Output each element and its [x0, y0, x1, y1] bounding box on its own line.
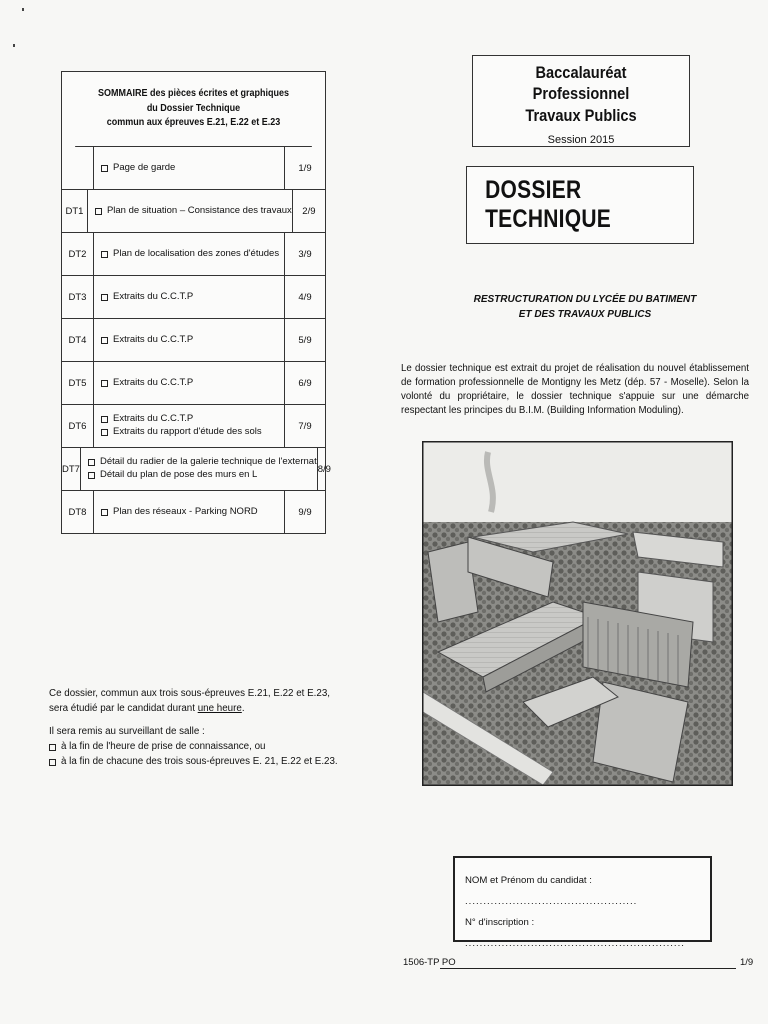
- exam-title-line2: Travaux Publics: [525, 105, 637, 125]
- row-item-text: Extraits du C.C.T.P: [113, 376, 194, 388]
- notes-p1-end: .: [241, 702, 245, 714]
- row-title: [88, 190, 293, 232]
- table-row: [62, 276, 325, 319]
- footer-code: 1506-TP PO: [403, 957, 456, 968]
- row-title: [94, 276, 285, 318]
- notes-paragraph-1: [49, 687, 339, 716]
- table-row: [62, 233, 325, 276]
- candidate-number-dots: ............................................................: [465, 938, 685, 950]
- table-row: [62, 448, 331, 491]
- row-page: 3/9: [298, 248, 312, 260]
- row-page: 4/9: [298, 291, 312, 303]
- summary-heading: [75, 72, 312, 147]
- checkbox-bullet-icon: [101, 509, 108, 516]
- row-title: [94, 405, 285, 447]
- checkbox-bullet-icon: [49, 744, 56, 751]
- row-code: DT2: [62, 233, 94, 275]
- aerial-building-rendering: [422, 441, 733, 786]
- row-page: 9/9: [298, 506, 312, 518]
- exam-header-box: [472, 55, 690, 147]
- row-page: 7/9: [298, 420, 312, 432]
- row-code: DT8: [62, 491, 94, 533]
- row-code: DT3: [62, 276, 94, 318]
- checkbox-bullet-icon: [49, 759, 56, 766]
- candidate-name-field[interactable]: [465, 870, 710, 912]
- summary-table: [61, 71, 331, 534]
- row-code: DT6: [62, 405, 94, 447]
- row-item-text: Page de garde: [113, 161, 176, 173]
- list-item: [101, 334, 284, 347]
- list-item: [88, 456, 317, 469]
- candidate-number-label: N° d'inscription :: [465, 917, 535, 929]
- table-row: [62, 319, 325, 362]
- checkbox-bullet-icon: [101, 165, 108, 172]
- candidate-name-dots: ...............................................: [465, 896, 638, 908]
- list-item: [101, 291, 284, 304]
- list-item: [101, 413, 284, 426]
- row-code: DT1: [62, 190, 88, 232]
- row-code: DT4: [62, 319, 94, 361]
- checkbox-bullet-icon: [101, 251, 108, 258]
- summary-heading-line1: SOMMAIRE des pièces écrites et graphiques: [97, 88, 290, 100]
- list-item: [101, 426, 284, 439]
- checkbox-bullet-icon: [88, 459, 95, 466]
- notes-p1-underlined: une heure: [197, 702, 242, 714]
- notes-bullet-2: à la fin de chacune des trois sous-épreuves E. 21, E.22 et E.23.: [61, 755, 338, 767]
- notes-bullet-1: à la fin de l'heure de prise de connaissance, ou: [61, 741, 266, 753]
- row-item-text: Détail du plan de pose des murs en L: [99, 469, 258, 480]
- instructions-notes: [49, 687, 339, 769]
- table-row: [62, 405, 325, 448]
- notes-paragraph-2: Il sera remis au surveillant de salle :: [49, 726, 205, 738]
- doc-title: DOSSIER TECHNIQUE: [485, 176, 612, 233]
- row-title: [94, 233, 285, 275]
- table-row: [62, 491, 325, 533]
- list-item: [49, 755, 339, 770]
- session-label: Session 2015: [547, 133, 615, 146]
- scan-speck: [22, 8, 24, 11]
- table-row: [62, 147, 325, 190]
- row-item-text: Extraits du C.C.T.P: [113, 333, 194, 345]
- checkbox-bullet-icon: [101, 337, 108, 344]
- summary-heading-line3: commun aux épreuves E.21, E.22 et E.23: [106, 117, 281, 129]
- list-item: [49, 740, 339, 755]
- row-page: 8/9: [317, 463, 331, 475]
- row-title: [94, 147, 285, 189]
- row-title: [81, 448, 318, 490]
- checkbox-bullet-icon: [101, 429, 108, 436]
- row-item-text: Plan de localisation des zones d'études: [113, 247, 280, 259]
- list-item: [88, 469, 317, 482]
- row-title: [94, 491, 285, 533]
- row-page: 1/9: [298, 162, 312, 174]
- row-page: 2/9: [302, 205, 316, 217]
- checkbox-bullet-icon: [101, 380, 108, 387]
- row-page: 5/9: [298, 334, 312, 346]
- footer-page-number: 1/9: [740, 957, 754, 968]
- list-item: [101, 377, 284, 390]
- exam-title: [488, 62, 674, 126]
- doc-title-box: [466, 166, 694, 244]
- table-row: [62, 190, 325, 233]
- footer-rule: [440, 968, 736, 969]
- row-page: 6/9: [298, 377, 312, 389]
- scan-speck: [13, 44, 15, 47]
- summary-heading-line2: du Dossier Technique: [146, 102, 241, 114]
- row-title: [94, 362, 285, 404]
- checkbox-bullet-icon: [95, 208, 102, 215]
- list-item: [95, 205, 292, 218]
- notes-p1-text: Ce dossier, commun aux trois sous-épreuves E.21, E.22 et E.23, sera étudié par le candidat durant: [49, 688, 330, 714]
- row-item-text: Détail du radier de la galerie technique de l'externat: [99, 456, 317, 468]
- candidate-info-box: [453, 856, 712, 950]
- list-item: [101, 162, 284, 175]
- project-title-line1: RESTRUCTURATION DU LYCÉE DU BATIMENT: [473, 294, 697, 305]
- exam-title-line1: Baccalauréat Professionnel: [532, 63, 630, 104]
- list-item: [101, 506, 284, 519]
- row-code: DT5: [62, 362, 94, 404]
- row-title: [94, 319, 285, 361]
- row-item-text: Extraits du C.C.T.P: [113, 290, 194, 302]
- row-code: [62, 147, 94, 189]
- project-title: [470, 292, 700, 322]
- row-item-text: Extraits du rapport d'étude des sols: [113, 426, 262, 437]
- project-title-line2: ET DES TRAVAUX PUBLICS: [518, 309, 652, 320]
- intro-paragraph: Le dossier technique est extrait du projet de réalisation du nouvel établissement de formation professionnelle de Montigny les Metz (dép. 57 - Moselle). Selon la volonté du propriétaire, le dossier technique s'appuie sur une démarche respectant les principes du B.I.M. (Building Information Moduling).: [401, 363, 749, 417]
- candidate-name-label: NOM et Prénom du candidat :: [465, 875, 592, 886]
- row-item-text: Plan de situation – Consistance des travaux: [106, 204, 292, 216]
- row-code: DT7: [62, 448, 81, 490]
- checkbox-bullet-icon: [88, 472, 95, 479]
- checkbox-bullet-icon: [101, 416, 108, 423]
- candidate-number-field[interactable]: [465, 912, 710, 954]
- table-row: [62, 362, 325, 405]
- row-item-text: Plan des réseaux - Parking NORD: [113, 505, 258, 517]
- checkbox-bullet-icon: [101, 294, 108, 301]
- row-item-text: Extraits du C.C.T.P: [113, 413, 194, 425]
- list-item: [101, 248, 284, 261]
